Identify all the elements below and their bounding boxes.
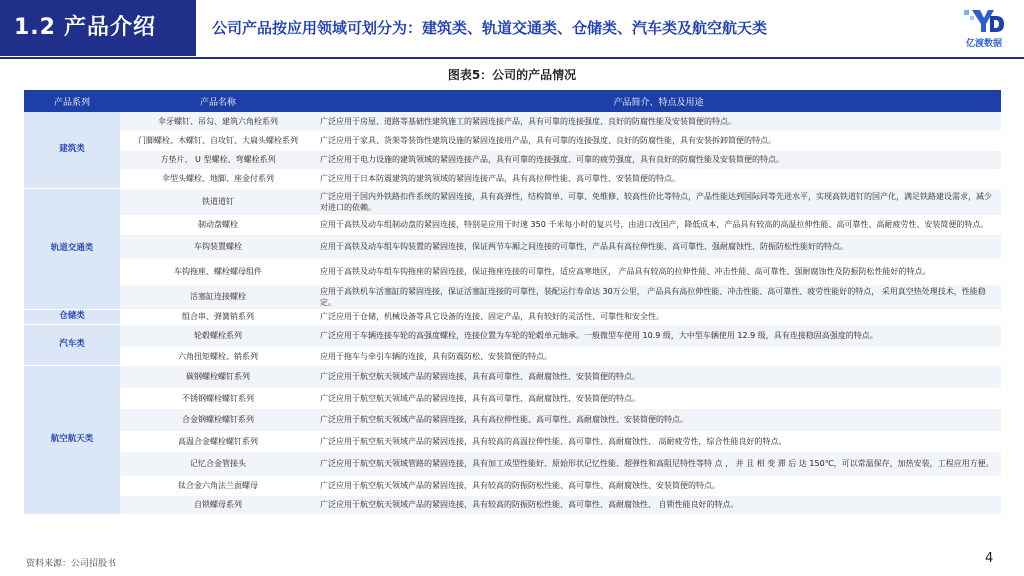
- product-name-cell: 碳钢螺栓螺钉系列: [120, 365, 316, 388]
- source-note: 资料来源：公司招股书: [26, 559, 117, 569]
- category-cell: 建筑类: [24, 112, 120, 188]
- table-row: [24, 215, 1001, 234]
- product-desc-cell: 应用于高铁机车活塞缸的紧固连接，保证活塞缸连接的可靠性，装配运行寿命达 30万公里， 产品具有高拉伸性能、冲击性能、高可靠性、疲劳性能好的特点， 采用真空热处理技术，性能稳定。: [316, 284, 1001, 309]
- product-name-cell: 组合串、弹簧销系列: [120, 309, 316, 324]
- logo-text: 亿渡数据: [965, 39, 1002, 49]
- table-row: [24, 408, 1001, 431]
- header-divider: [0, 57, 1024, 59]
- product-desc-cell: 广泛应用于仓储，机械设备等具它设备的连接、固定产品，具有较好的灵活性、可靠性和安全性。: [316, 309, 1001, 324]
- product-desc-cell: 广泛应用于航空航天领域管路的紧固连接，具有加工成型性能好、原始形状记忆性能、超弹性和高阻尼特性等特 点 ， 并 且 相 变 滞 后 达 150℃，可以常温保存，加热安装，工程应用方便。: [316, 451, 1001, 476]
- product-name-cell: 车钩装置螺栓: [120, 234, 316, 259]
- product-desc-cell: 应用于高铁及动车组车钩拖座的紧固连接，保证拖座连接的可靠性，适应高寒地区， 产品具有较高的拉伸性能、冲击性能、高可靠性、强耐腐蚀性及防振防松性能好的特点。: [316, 259, 1001, 284]
- figure-title: 图表5：公司的产品情况: [447, 68, 577, 82]
- table-row: [24, 495, 1001, 514]
- section-badge: [0, 0, 196, 56]
- table-row: [24, 388, 1001, 408]
- table-row: [24, 347, 1001, 365]
- product-name-cell: 不锈钢螺栓螺钉系列: [120, 388, 316, 408]
- product-name-cell: 记忆合金管接头: [120, 451, 316, 476]
- table-row: [24, 324, 1001, 347]
- table-row: [24, 284, 1001, 309]
- product-desc-cell: 广泛应用于航空航天领域产品的紧固连接，具有较高的防振防松性能、高可靠性、高耐腐蚀性、安装简便的特点。: [316, 476, 1001, 495]
- product-name-cell: 合金钢螺栓螺钉系列: [120, 408, 316, 431]
- product-name-cell: 六角扭矩螺栓、销系列: [120, 347, 316, 365]
- product-desc-cell: 应用于高铁及动车组车钩装置的紧固连接，保证两节车厢之间连接的可靠性，产品具有高拉伸性能、高可靠性、强耐腐蚀性、防振防松性能好的特点。: [316, 234, 1001, 259]
- table-row: [24, 431, 1001, 451]
- table-row: [24, 169, 1001, 188]
- table-row: [24, 365, 1001, 388]
- table-row: [24, 309, 1001, 324]
- table-row: [24, 234, 1001, 259]
- slide-headline: 公司产品按应用领域可划分为：建筑类、轨道交通类、仓储类、汽车类及航空航天类: [212, 19, 768, 37]
- product-desc-cell: 应用于高铁及动车组制动盘的紧固连接，特别是应用于时速 350 千米每小时的复兴号，由进口改国产，降低成本，产品具有较高的高温拉伸性能、高可靠性、高耐疲劳性、安装简便的特点。: [316, 215, 1001, 234]
- company-logo: [952, 6, 1016, 50]
- product-desc-cell: 广泛应用于家具、货架等装饰性建筑设施的紧固连接用产品，具有可靠的连接强度、良好的防腐性能，具有安装拆卸简便的特点。: [316, 131, 1001, 150]
- column-header-desc: 产品简介、特点及用途: [316, 90, 1001, 112]
- slide-header: [0, 0, 1024, 58]
- section-title: 产品介绍: [63, 15, 156, 40]
- product-name-cell: 方垫片、 U 型螺栓、弯螺栓系列: [120, 150, 316, 169]
- product-desc-cell: 广泛应用于航空航天领域产品的紧固连接，具有高可靠性、高耐腐蚀性、安装简便的特点。: [316, 388, 1001, 408]
- product-desc-cell: 广泛应用于车辆连接车轮的高强度螺栓，连接位置为车轮的轮毂单元轴承。一般微型车使用 10.9 级，大中型车辆使用 12.9 级，具有连接稳固高强度的特点。: [316, 324, 1001, 347]
- product-name-cell: 轮毂螺栓系列: [120, 324, 316, 347]
- column-header-series: 产品系列: [24, 90, 120, 112]
- product-desc-cell: 广泛应用于航空航天领域产品的紧固连接，具有较高的高温拉伸性能、高可靠性、高耐腐蚀性、 高耐疲劳性，综合性能良好的特点。: [316, 431, 1001, 451]
- product-name-cell: 自锁螺母系列: [120, 495, 316, 514]
- category-cell: 航空航天类: [24, 365, 120, 514]
- product-name-cell: 门脚螺栓、木螺钉、自攻钉、大扁头螺栓系列: [120, 131, 316, 150]
- category-cell: 仓储类: [24, 309, 120, 324]
- product-desc-cell: 广泛应用于航空航天领域产品的紧固连接，具有较高的防振防松性能、高可靠性、高耐腐蚀性、 自锁性能良好的特点。: [316, 495, 1001, 514]
- category-cell: 汽车类: [24, 324, 120, 365]
- product-name-cell: 钛合金六角法兰面螺母: [120, 476, 316, 495]
- table-row: [24, 150, 1001, 169]
- product-desc-cell: 广泛应用于日本防震建筑的建筑领域的紧固连接产品，具有高拉伸性能、高可靠性、安装简便的特点。: [316, 169, 1001, 188]
- product-name-cell: 伞型头螺栓、地脚、座金付系列: [120, 169, 316, 188]
- product-desc-cell: 广泛应用于国内外铁路扣件系统的紧固连接，具有高弹性，结构简单、可靠、免维修、较高性价比等特点，产品性能达到国际同等先进水平，实现高铁道钉的国产化，满足铁路建设需求，减少对进口的依赖。: [316, 188, 1001, 215]
- table-row: [24, 476, 1001, 495]
- product-desc-cell: 应用于拖车与牵引车辆的连接，具有防震防松、安装简便的特点。: [316, 347, 1001, 365]
- table-row: [24, 188, 1001, 215]
- product-name-cell: 高温合金螺栓螺钉系列: [120, 431, 316, 451]
- page-number: 4: [985, 551, 994, 566]
- table-row: [24, 131, 1001, 150]
- table-row: [24, 112, 1001, 131]
- product-name-cell: 伞牙螺钉、吊勾、建筑六角栓系列: [120, 112, 316, 131]
- product-name-cell: 铁道道钉: [120, 188, 316, 215]
- product-name-cell: 车钩拖座、螺栓螺母组件: [120, 259, 316, 284]
- product-desc-cell: 广泛应用于航空航天领域产品的紧固连接，具有高拉伸性能、高可靠性、高耐腐蚀性、安装简便的特点。: [316, 408, 1001, 431]
- table-header-row: [24, 90, 1001, 112]
- product-name-cell: 制动盘螺栓: [120, 215, 316, 234]
- category-cell: 轨道交通类: [24, 188, 120, 309]
- product-desc-cell: 广泛应用于航空航天领域产品的紧固连接，具有高可靠性、高耐腐蚀性、安装简便的特点。: [316, 365, 1001, 388]
- section-number: 1.2: [14, 15, 56, 40]
- table-row: [24, 259, 1001, 284]
- product-desc-cell: 广泛应用于电力设施的建筑领域的紧固连接产品，具有可靠的连接强度、可靠的疲劳强度，具有良好的防腐性能及安装简便的特点。: [316, 150, 1001, 169]
- yd-logo-icon: [962, 6, 1006, 36]
- column-header-name: 产品名称: [120, 90, 316, 112]
- product-table: [24, 90, 1001, 515]
- product-desc-cell: 广泛应用于房屋、道路等基础性建筑施工的紧固连接产品，具有可靠的连接强度、良好的防腐性能及安装简便的特点。: [316, 112, 1001, 131]
- table-row: [24, 451, 1001, 476]
- product-name-cell: 活塞缸连接螺栓: [120, 284, 316, 309]
